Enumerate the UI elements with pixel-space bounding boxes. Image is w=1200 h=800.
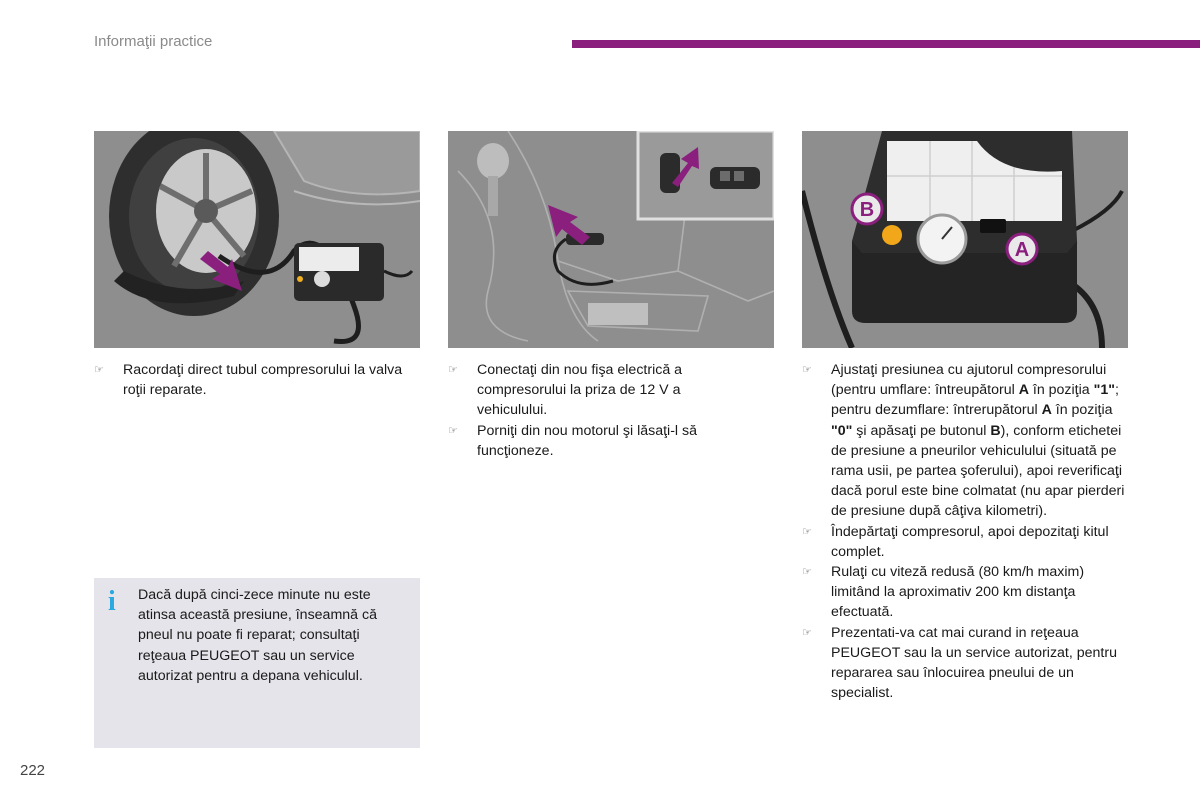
label-a: A	[1014, 239, 1030, 261]
step3-item: ☞ Rulaţi cu viteză redusă (80 km/h maxim) limitând la aproximativ 200 km distanţa efectuată.	[802, 564, 1085, 621]
info-box	[94, 578, 420, 748]
step1-text-block	[94, 360, 404, 400]
label-b: B	[859, 199, 875, 221]
illustration-tyre-compressor	[94, 131, 420, 348]
step2-text-block	[448, 360, 748, 461]
step3-item: ☞ Ajustaţi presiunea cu ajutorul compresorului (pentru umflare: întreupătorul A în poziţia "1"; pentru dezumflare: întrerupătorul A în poziţia "0" şi apăsaţi pe butonul B), conform etichetei de presiune a pneurilor vehiculului (situată pe rama usii, pe partea şoferului), apoi reverificaţi dacă porul este bine colmatat (nu apar pierderi de presiune după câţiva kilometri).	[802, 362, 1125, 520]
pointing-hand-icon: ☞	[448, 424, 458, 437]
step2-item: ☞ Porniţi din nou motorul şi lăsaţi-l să funcţioneze.	[448, 422, 698, 459]
info-icon: i	[108, 586, 116, 617]
illustration-compressor-controls	[802, 131, 1128, 348]
illustration-power-socket	[448, 131, 774, 348]
pointing-hand-icon: ☞	[802, 364, 812, 376]
pointing-hand-icon: ☞	[94, 364, 104, 376]
section-title: Informaţii practice	[94, 33, 213, 50]
step3-item: ☞ Îndepărtaţi compresorul, apoi depozitaţi kitul complet.	[802, 523, 1109, 560]
pointing-hand-icon: ☞	[448, 364, 458, 376]
pointing-hand-icon: ☞	[802, 566, 812, 579]
step2-item: ☞ Conectaţi din nou fişa electrică a compresorului la priza de 12 V a vehiculului.	[448, 362, 683, 419]
section-accent-bar	[572, 40, 1200, 48]
pointing-hand-icon: ☞	[802, 525, 812, 538]
step3-text-block	[802, 360, 1132, 703]
step1-item: ☞ Racordaţi direct tubul compresorului la valva roţii reparate.	[94, 362, 403, 399]
page-number: 222	[20, 762, 46, 779]
info-text: Dacă după cinci-zece minute nu este atinsa această presiune, înseamnă că pneul nu poate fi reparat; consultaţi reţeaua PEUGEOT sau un service autorizat pentru a depana vehiculul.	[138, 587, 377, 684]
pointing-hand-icon: ☞	[802, 626, 812, 639]
step3-item: ☞ Prezentati-va cat mai curand in reţeaua PEUGEOT sau la un service autorizat, pentru repararea sau înlocuirea pneului de un specialist.	[802, 624, 1117, 702]
